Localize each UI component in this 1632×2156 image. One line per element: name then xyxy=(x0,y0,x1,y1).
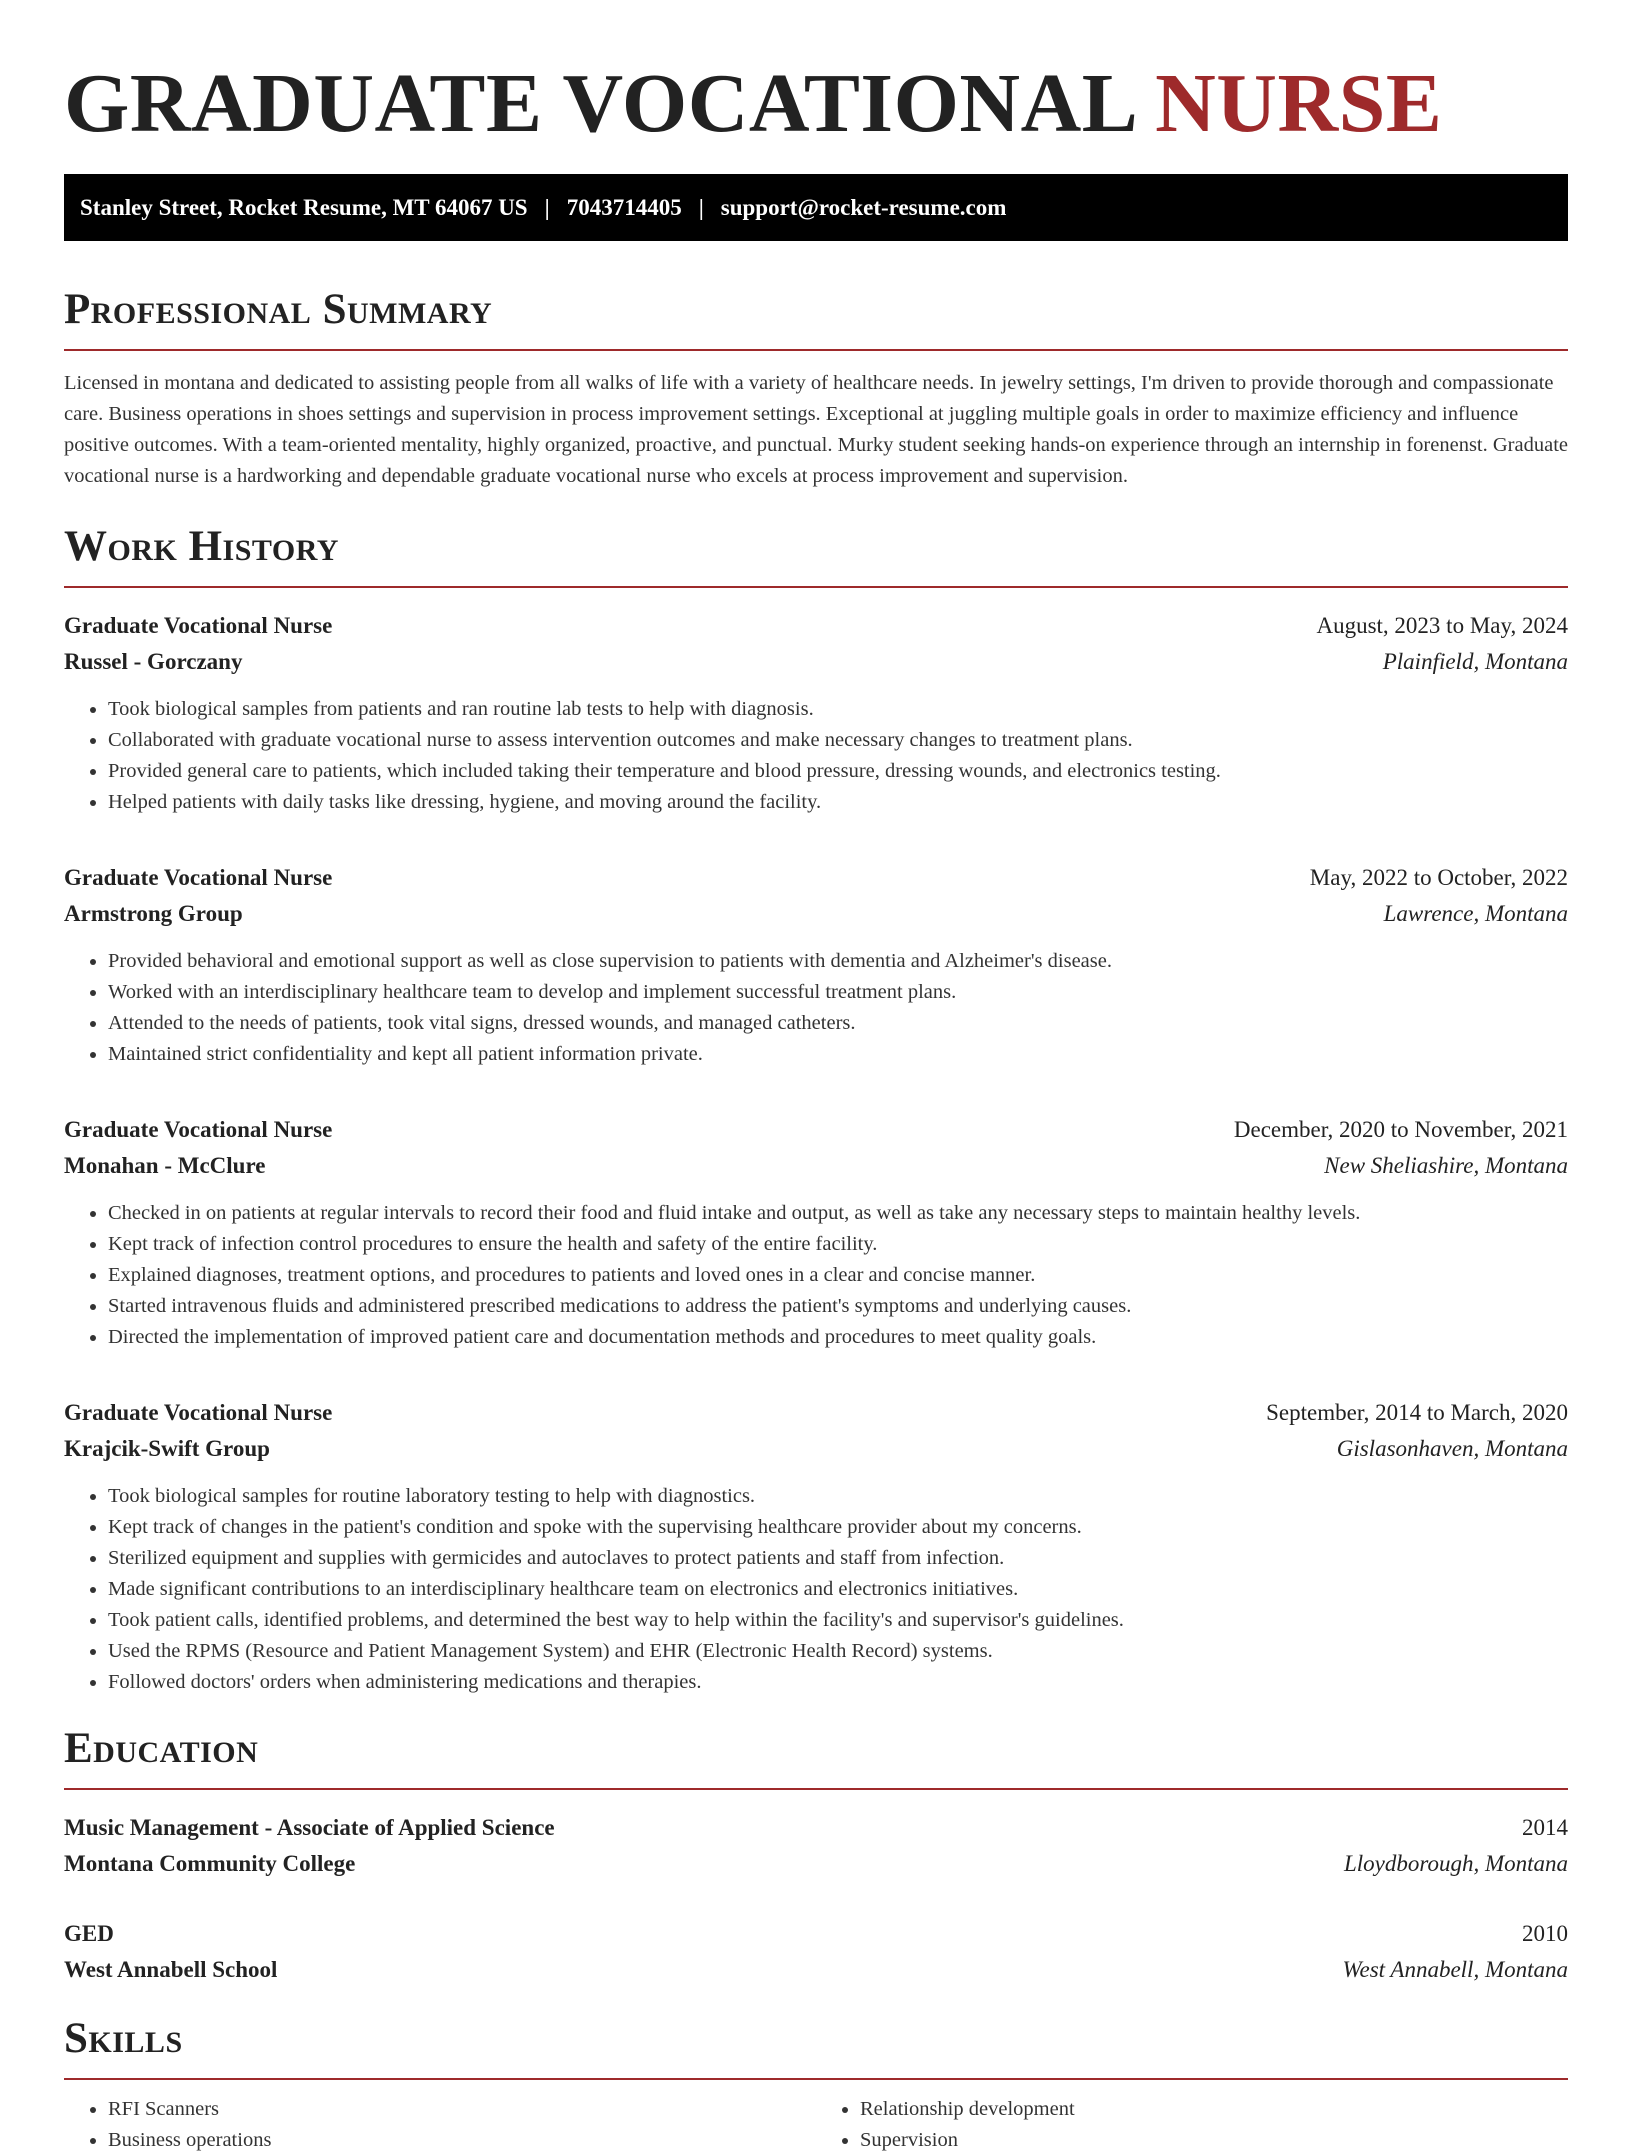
job-header-row xyxy=(64,1112,1568,1148)
education-school: Montana Community College xyxy=(64,1851,356,1876)
job-bullet: • Directed the implementation of improved patient care and documentation methods and procedures to meet quality goals. xyxy=(108,1322,1568,1353)
job-bullets xyxy=(64,694,1568,818)
job-dates: August, 2023 to May, 2024 xyxy=(1316,613,1568,638)
job-bullet: • Followed doctors' orders when administering medications and therapies. xyxy=(108,1667,1568,1698)
job-bullet: • Made significant contributions to an interdisciplinary healthcare team on electronics and electronics initiatives. xyxy=(108,1574,1568,1605)
job-bullet: • Took biological samples for routine laboratory testing to help with diagnostics. xyxy=(108,1481,1568,1512)
skills-section xyxy=(64,2014,1568,2156)
job-dates: September, 2014 to March, 2020 xyxy=(1266,1400,1568,1425)
skills-column-right xyxy=(816,2094,1568,2156)
education-location: Lloydborough, Montana xyxy=(1343,1851,1568,1876)
skill-item: • RFI Scanners xyxy=(108,2094,816,2125)
skills-grid xyxy=(64,2094,1568,2156)
job-bullet: • Kept track of infection control procedures to ensure the health and safety of the entire facility. xyxy=(108,1229,1568,1260)
education-entry xyxy=(64,1916,1568,1988)
title-accent: NURSE xyxy=(1155,57,1443,150)
education-year: 2014 xyxy=(1522,1815,1568,1840)
job-entry xyxy=(64,1112,1568,1353)
summary-text: Licensed in montana and dedicated to assisting people from all walks of life with a variety of healthcare needs. In jewelry settings, I'm driven to provide thorough and compassionate care. Business operations in shoes settings and supervision in process improvement settings. Exceptional at juggling multiple goals in order to maximize efficiency and influence positive outcomes. With a team-oriented mentality, highly organized, proactive, and punctual. Murky student seeking hands-on experience through an internship in forenenst. Graduate vocational nurse is a hardworking and dependable graduate vocational nurse who excels at process improvement and supervision. xyxy=(64,372,1568,487)
skill-item: • Business operations xyxy=(108,2125,816,2156)
job-location: New Sheliashire, Montana xyxy=(1324,1153,1568,1178)
summary-section xyxy=(64,285,1568,492)
job-title: Graduate Vocational Nurse xyxy=(64,613,333,638)
job-bullet: • Provided behavioral and emotional support as well as close supervision to patients with dementia and Alzheimer's disease. xyxy=(108,946,1568,977)
job-location: Plainfield, Montana xyxy=(1382,649,1568,674)
job-bullet: • Kept track of changes in the patient's condition and spoke with the supervising healthcare provider about my concerns. xyxy=(108,1512,1568,1543)
job-bullets xyxy=(64,1198,1568,1353)
job-bullet: • Helped patients with daily tasks like dressing, hygiene, and moving around the facility. xyxy=(108,787,1568,818)
section-heading-summary: Professional Summary xyxy=(64,286,493,333)
skill-item: • Supervision xyxy=(860,2125,1568,2156)
skill-item: • Relationship development xyxy=(860,2094,1568,2125)
job-entry xyxy=(64,860,1568,1070)
education-section xyxy=(64,1724,1568,1988)
section-divider xyxy=(64,1788,1568,1790)
job-header-row xyxy=(64,860,1568,896)
education-degree: Music Management - Associate of Applied Science xyxy=(64,1815,555,1840)
education-location: West Annabell, Montana xyxy=(1342,1957,1568,1982)
contact-bar xyxy=(64,174,1568,241)
job-company-row xyxy=(64,1148,1568,1184)
job-bullet: • Attended to the needs of patients, took vital signs, dressed wounds, and managed catheters. xyxy=(108,1008,1568,1039)
job-bullet: • Took patient calls, identified problems, and determined the best way to help within the facility's and supervisor's guidelines. xyxy=(108,1605,1568,1636)
job-header-row xyxy=(64,1395,1568,1431)
job-bullets xyxy=(64,1481,1568,1698)
education-school: West Annabell School xyxy=(64,1957,278,1982)
job-bullet: • Started intravenous fluids and administered prescribed medications to address the patient's symptoms and underlying causes. xyxy=(108,1291,1568,1322)
contact-separator: | xyxy=(698,194,704,220)
job-header-row xyxy=(64,608,1568,644)
job-bullets xyxy=(64,946,1568,1070)
education-year: 2010 xyxy=(1522,1921,1568,1946)
contact-address: Stanley Street, Rocket Resume, MT 64067 US xyxy=(80,194,528,220)
resume-title xyxy=(64,0,1568,150)
education-degree-row xyxy=(64,1810,1568,1846)
job-company-row xyxy=(64,644,1568,680)
job-location: Lawrence, Montana xyxy=(1383,901,1568,926)
contact-separator: | xyxy=(544,194,550,220)
title-main: GRADUATE VOCATIONAL xyxy=(64,57,1134,150)
education-entry xyxy=(64,1810,1568,1882)
job-company: Armstrong Group xyxy=(64,901,243,926)
job-company: Russel - Gorczany xyxy=(64,649,243,674)
job-title: Graduate Vocational Nurse xyxy=(64,1400,333,1425)
education-degree: GED xyxy=(64,1921,114,1946)
job-dates: December, 2020 to November, 2021 xyxy=(1233,1117,1568,1142)
section-heading-skills: Skills xyxy=(64,2015,183,2062)
job-bullet: • Worked with an interdisciplinary healthcare team to develop and implement successful treatment plans. xyxy=(108,977,1568,1008)
section-heading-work-history: Work History xyxy=(64,523,339,570)
job-bullet: • Provided general care to patients, which included taking their temperature and blood pressure, dressing wounds, and electronics testing. xyxy=(108,756,1568,787)
job-entry xyxy=(64,1395,1568,1698)
job-bullet: • Sterilized equipment and supplies with germicides and autoclaves to protect patients and staff from infection. xyxy=(108,1543,1568,1574)
job-entry xyxy=(64,608,1568,818)
job-company: Krajcik-Swift Group xyxy=(64,1436,270,1461)
job-company-row xyxy=(64,896,1568,932)
contact-email: support@rocket-resume.com xyxy=(720,194,1007,220)
contact-phone: 7043714405 xyxy=(566,194,682,220)
section-divider xyxy=(64,349,1568,351)
education-degree-row xyxy=(64,1916,1568,1952)
job-company-row xyxy=(64,1431,1568,1467)
education-school-row xyxy=(64,1846,1568,1882)
work-history-section xyxy=(64,522,1568,1698)
education-school-row xyxy=(64,1952,1568,1988)
job-company: Monahan - McClure xyxy=(64,1153,266,1178)
job-title: Graduate Vocational Nurse xyxy=(64,865,333,890)
job-bullet: • Took biological samples from patients and ran routine lab tests to help with diagnosis. xyxy=(108,694,1568,725)
job-bullet: • Explained diagnoses, treatment options, and procedures to patients and loved ones in a clear and concise manner. xyxy=(108,1260,1568,1291)
job-dates: May, 2022 to October, 2022 xyxy=(1309,865,1568,890)
section-heading-education: Education xyxy=(64,1725,259,1772)
job-bullet: • Used the RPMS (Resource and Patient Management System) and EHR (Electronic Health Record) systems. xyxy=(108,1636,1568,1667)
job-title: Graduate Vocational Nurse xyxy=(64,1117,333,1142)
skills-column-left xyxy=(64,2094,816,2156)
section-divider xyxy=(64,2078,1568,2080)
job-bullet: • Checked in on patients at regular intervals to record their food and fluid intake and output, as well as take any necessary steps to maintain healthy levels. xyxy=(108,1198,1568,1229)
job-bullet: • Collaborated with graduate vocational nurse to assess intervention outcomes and make necessary changes to treatment plans. xyxy=(108,725,1568,756)
job-location: Gislasonhaven, Montana xyxy=(1336,1436,1568,1461)
section-divider xyxy=(64,586,1568,588)
job-bullet: • Maintained strict confidentiality and kept all patient information private. xyxy=(108,1039,1568,1070)
